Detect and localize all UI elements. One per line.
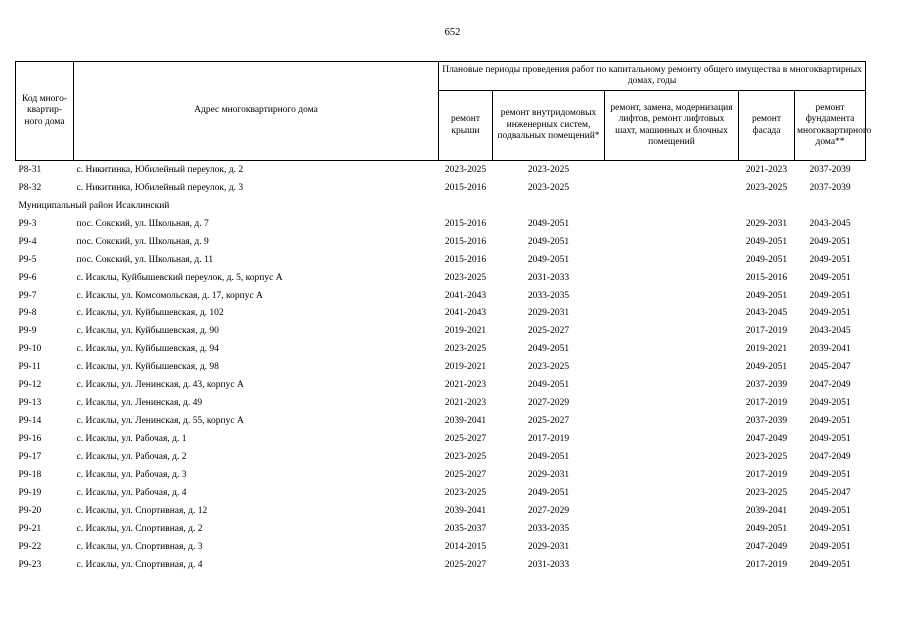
cell-code: Р9-11 <box>18 362 41 373</box>
table-row <box>16 287 866 305</box>
cell-facade: 2037-2039 <box>745 380 788 391</box>
cell-address: с. Исаклы, ул. Куйбышевская, д. 98 <box>76 362 219 373</box>
table-row <box>16 215 866 233</box>
cell-elevators <box>605 430 739 448</box>
table-row <box>16 161 866 179</box>
cell-systems: 2049-2051 <box>527 380 570 391</box>
header-code: Код много-квартир-ного дома <box>16 62 74 161</box>
cell-elevators <box>605 520 739 538</box>
header-periods: Плановые периоды проведения работ по капитальному ремонту общего имущества в многоквартирных домах, годы <box>439 62 866 91</box>
table-row <box>16 358 866 376</box>
cell-elevators <box>605 538 739 556</box>
cell-roof: 2015-2016 <box>444 254 487 265</box>
section-row <box>16 197 866 215</box>
cell-facade: 2049-2051 <box>745 236 788 247</box>
cell-roof: 2039-2041 <box>444 505 487 516</box>
cell-roof: 2015-2016 <box>444 182 487 193</box>
cell-foundation: 2049-2051 <box>809 308 851 319</box>
cell-foundation: 2045-2047 <box>809 487 851 498</box>
cell-code: Р9-18 <box>18 469 42 480</box>
cell-systems: 2029-2031 <box>527 541 570 552</box>
cell-address: с. Исаклы, ул. Спортивная, д. 2 <box>76 523 203 534</box>
cell-foundation: 2049-2051 <box>809 416 851 427</box>
cell-roof: 2035-2037 <box>444 523 487 534</box>
header-elevators: ремонт, замена, модернизация лифтов, ремонт лифтовых шахт, машинных и блочных помещений <box>605 91 739 161</box>
cell-systems: 2029-2031 <box>527 469 570 480</box>
cell-roof: 2023-2025 <box>444 164 487 175</box>
cell-elevators <box>605 466 739 484</box>
cell-facade: 2023-2025 <box>745 451 788 462</box>
cell-systems: 2017-2019 <box>527 434 570 445</box>
cell-systems: 2033-2035 <box>527 523 570 534</box>
cell-elevators <box>605 556 739 574</box>
cell-code: Р9-23 <box>18 559 42 570</box>
table-row <box>16 305 866 323</box>
cell-systems: 2029-2031 <box>527 308 570 319</box>
cell-facade: 2049-2051 <box>745 523 788 534</box>
cell-foundation: 2049-2051 <box>809 398 851 409</box>
cell-foundation: 2047-2049 <box>809 451 851 462</box>
cell-facade: 2019-2021 <box>745 344 788 355</box>
cell-foundation: 2045-2047 <box>809 362 851 373</box>
cell-elevators <box>605 251 739 269</box>
table-row <box>16 520 866 538</box>
cell-elevators <box>605 269 739 287</box>
section-title: Муниципальный район Исаклинский <box>18 200 170 211</box>
table-row <box>16 466 866 484</box>
cell-roof: 2015-2016 <box>444 218 487 229</box>
cell-elevators <box>605 179 739 197</box>
cell-code: Р9-10 <box>18 344 42 355</box>
cell-roof: 2019-2021 <box>444 326 487 337</box>
cell-code: Р9-14 <box>18 416 42 427</box>
header-address: Адрес многоквартирного дома <box>74 62 439 161</box>
table-row <box>16 322 866 340</box>
cell-foundation: 2049-2051 <box>809 272 851 283</box>
cell-address: пос. Сокский, ул. Школьная, д. 9 <box>76 236 209 247</box>
table-row <box>16 376 866 394</box>
cell-facade: 2017-2019 <box>745 469 788 480</box>
cell-code: Р9-19 <box>18 487 42 498</box>
cell-foundation: 2049-2051 <box>809 559 851 570</box>
cell-systems: 2031-2033 <box>527 272 570 283</box>
cell-address: с. Исаклы, ул. Куйбышевская, д. 94 <box>76 344 219 355</box>
cell-elevators <box>605 215 739 233</box>
cell-facade: 2017-2019 <box>745 326 788 337</box>
table-row <box>16 251 866 269</box>
cell-code: Р9-13 <box>18 398 42 409</box>
cell-facade: 2017-2019 <box>745 559 788 570</box>
cell-systems: 2033-2035 <box>527 290 570 301</box>
cell-elevators <box>605 358 739 376</box>
cell-roof: 2021-2023 <box>444 380 487 391</box>
cell-facade: 2023-2025 <box>745 182 788 193</box>
cell-foundation: 2049-2051 <box>809 541 851 552</box>
cell-foundation: 2049-2051 <box>809 523 851 534</box>
table-body <box>16 161 866 574</box>
cell-code: Р9-20 <box>18 505 42 516</box>
cell-systems: 2049-2051 <box>527 344 570 355</box>
cell-elevators <box>605 161 739 179</box>
cell-facade: 2049-2051 <box>745 362 788 373</box>
page-number: 652 <box>444 27 461 38</box>
cell-roof: 2039-2041 <box>444 416 487 427</box>
cell-facade: 2049-2051 <box>745 254 788 265</box>
header-roof: ремонт крыши <box>439 91 493 161</box>
cell-address: с. Исаклы, ул. Спортивная, д. 12 <box>76 505 208 516</box>
cell-facade: 2049-2051 <box>745 290 788 301</box>
cell-systems: 2025-2027 <box>527 416 570 427</box>
cell-code: Р9-12 <box>18 380 42 391</box>
cell-roof: 2041-2043 <box>444 290 487 301</box>
cell-facade: 2021-2023 <box>745 164 788 175</box>
cell-address: с. Исаклы, ул. Спортивная, д. 3 <box>76 541 203 552</box>
cell-elevators <box>605 394 739 412</box>
cell-address: с. Исаклы, ул. Рабочая, д. 3 <box>76 469 187 480</box>
table-row <box>16 448 866 466</box>
cell-systems: 2049-2051 <box>527 218 570 229</box>
cell-roof: 2019-2021 <box>444 362 487 373</box>
cell-code: Р8-31 <box>18 164 42 175</box>
table-row <box>16 556 866 574</box>
cell-systems: 2023-2025 <box>527 362 570 373</box>
cell-systems: 2049-2051 <box>527 254 570 265</box>
table-row <box>16 502 866 520</box>
table-row <box>16 484 866 502</box>
cell-address: с. Исаклы, ул. Куйбышевская, д. 90 <box>76 326 219 337</box>
cell-code: Р9-8 <box>18 308 37 319</box>
table-row <box>16 233 866 251</box>
cell-elevators <box>605 448 739 466</box>
table-row <box>16 412 866 430</box>
cell-systems: 2049-2051 <box>527 487 570 498</box>
cell-elevators <box>605 502 739 520</box>
cell-foundation: 2049-2051 <box>809 290 851 301</box>
cell-roof: 2015-2016 <box>444 236 487 247</box>
cell-address: с. Никитинка, Юбилейный переулок, д. 2 <box>76 164 244 175</box>
cell-systems: 2049-2051 <box>527 451 570 462</box>
cell-code: Р9-9 <box>18 326 37 337</box>
cell-address: с. Исаклы, ул. Ленинская, д. 49 <box>76 398 203 409</box>
cell-systems: 2027-2029 <box>527 398 570 409</box>
cell-systems: 2049-2051 <box>527 236 570 247</box>
cell-address: с. Исаклы, ул. Комсомольская, д. 17, корпус А <box>76 290 263 301</box>
cell-facade: 2029-2031 <box>745 218 788 229</box>
cell-facade: 2047-2049 <box>745 434 788 445</box>
cell-address: с. Исаклы, ул. Куйбышевская, д. 102 <box>76 308 224 319</box>
cell-foundation: 2039-2041 <box>809 344 851 355</box>
cell-roof: 2023-2025 <box>444 344 487 355</box>
cell-elevators <box>605 484 739 502</box>
cell-foundation: 2043-2045 <box>809 218 851 229</box>
cell-code: Р9-6 <box>18 272 37 283</box>
cell-code: Р8-32 <box>18 182 42 193</box>
capital-repair-table <box>15 61 872 574</box>
cell-elevators <box>605 322 739 340</box>
cell-elevators <box>605 287 739 305</box>
cell-foundation: 2037-2039 <box>809 164 851 175</box>
cell-roof: 2025-2027 <box>444 434 487 445</box>
header-facade: ремонт фасада <box>739 91 795 161</box>
cell-code: Р9-3 <box>18 218 37 229</box>
cell-facade: 2037-2039 <box>745 416 788 427</box>
cell-systems: 2031-2033 <box>527 559 570 570</box>
cell-foundation: 2047-2049 <box>809 380 851 391</box>
cell-facade: 2023-2025 <box>745 487 788 498</box>
cell-address: пос. Сокский, ул. Школьная, д. 7 <box>76 218 209 229</box>
cell-systems: 2023-2025 <box>527 182 570 193</box>
cell-foundation: 2049-2051 <box>809 236 851 247</box>
cell-code: Р9-4 <box>18 236 37 247</box>
table-row <box>16 538 866 556</box>
cell-elevators <box>605 376 739 394</box>
cell-elevators <box>605 412 739 430</box>
cell-code: Р9-17 <box>18 451 42 462</box>
cell-code: Р9-7 <box>18 290 37 301</box>
cell-facade: 2039-2041 <box>745 505 788 516</box>
cell-roof: 2023-2025 <box>444 451 487 462</box>
cell-roof: 2025-2027 <box>444 469 487 480</box>
cell-address: с. Исаклы, ул. Спортивная, д. 4 <box>76 559 203 570</box>
cell-foundation: 2043-2045 <box>809 326 851 337</box>
cell-address: с. Исаклы, ул. Рабочая, д. 2 <box>76 451 187 462</box>
cell-elevators <box>605 305 739 323</box>
table-row <box>16 340 866 358</box>
table-row <box>16 269 866 287</box>
cell-foundation: 2049-2051 <box>809 254 851 265</box>
cell-address: с. Исаклы, Куйбышевский переулок, д. 5, корпус А <box>76 272 283 283</box>
table-row <box>16 430 866 448</box>
cell-code: Р9-22 <box>18 541 42 552</box>
cell-address: с. Никитинка, Юбилейный переулок, д. 3 <box>76 182 244 193</box>
cell-facade: 2043-2045 <box>745 308 788 319</box>
cell-roof: 2023-2025 <box>444 272 487 283</box>
cell-roof: 2014-2015 <box>444 541 487 552</box>
cell-elevators <box>605 233 739 251</box>
cell-code: Р9-16 <box>18 434 42 445</box>
cell-elevators <box>605 340 739 358</box>
table-header <box>16 62 872 161</box>
header-foundation: ремонт фундамента многоквартирного дома** <box>795 91 866 161</box>
cell-foundation: 2049-2051 <box>809 434 851 445</box>
table-row <box>16 179 866 197</box>
cell-address: с. Исаклы, ул. Ленинская, д. 55, корпус А <box>76 416 244 427</box>
cell-address: с. Исаклы, ул. Рабочая, д. 4 <box>76 487 187 498</box>
cell-code: Р9-5 <box>18 254 37 265</box>
cell-roof: 2021-2023 <box>444 398 487 409</box>
cell-roof: 2025-2027 <box>444 559 487 570</box>
cell-code: Р9-21 <box>18 523 42 534</box>
header-systems: ремонт внутридомовых инженерных систем, подвальных помещений* <box>493 91 605 161</box>
cell-facade: 2047-2049 <box>745 541 788 552</box>
table-row <box>16 394 866 412</box>
cell-systems: 2023-2025 <box>527 164 570 175</box>
cell-foundation: 2049-2051 <box>809 505 851 516</box>
cell-roof: 2023-2025 <box>444 487 487 498</box>
cell-address: пос. Сокский, ул. Школьная, д. 11 <box>76 254 214 265</box>
cell-address: с. Исаклы, ул. Ленинская, д. 43, корпус А <box>76 380 244 391</box>
cell-address: с. Исаклы, ул. Рабочая, д. 1 <box>76 434 187 445</box>
cell-foundation: 2049-2051 <box>809 469 851 480</box>
cell-foundation: 2037-2039 <box>809 182 851 193</box>
cell-roof: 2041-2043 <box>444 308 487 319</box>
cell-systems: 2027-2029 <box>527 505 570 516</box>
cell-systems: 2025-2027 <box>527 326 570 337</box>
cell-facade: 2015-2016 <box>745 272 788 283</box>
cell-facade: 2017-2019 <box>745 398 788 409</box>
